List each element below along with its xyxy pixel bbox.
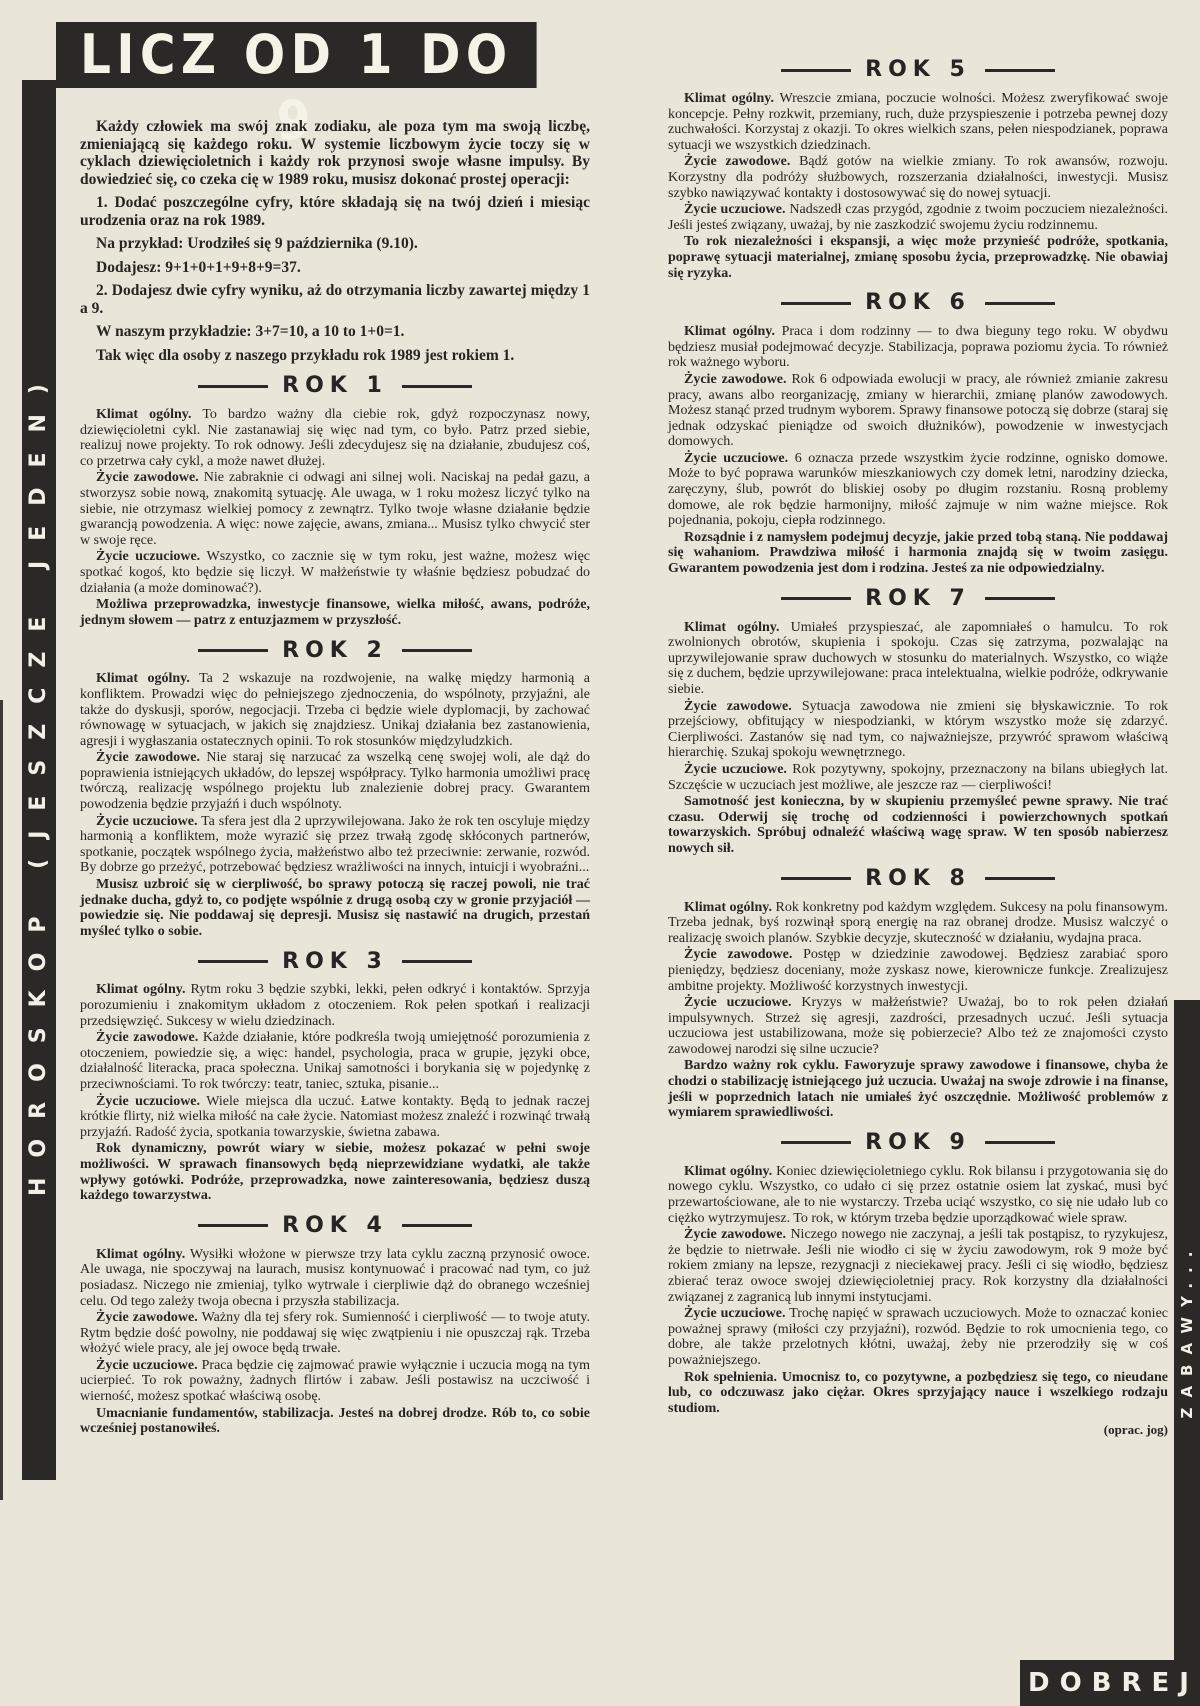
uczuciowe-label: Życie uczuciowe.: [684, 761, 787, 777]
zawodowe-text: Niczego nowego nie zaczynaj, a jeśli tak postąpisz, to ryzykujesz, że będzie to nietrwałe. Jeśli nie wiodło ci się w życiu zawodowym, rok 9 może być rokiem zmiany na lepsze, rezygnacji z nieciekawej pracy. Jeśli ci się wiodło, będziesz zbierać teraz owoce swojej dziewięcioletniej pracy. Rok korzystny dla działalności związanej z zagranicą lub innymi instytucjami.: [668, 1227, 1169, 1305]
year-heading: [668, 290, 1168, 316]
uczuciowe-text: Rok pozytywny, spokojny, przeznaczony na bilans ubiegłych lat. Szczęście w uczuciach jest możliwe, ale jeszcze raz — cierpliwości!: [668, 761, 1168, 793]
year-heading-text: ROK 8: [865, 865, 971, 891]
klimat-paragraph: [668, 1164, 1168, 1226]
klimat-text: Ta 2 wskazuje na rozdwojenie, na walkę między harmonią a konfliktem. Prowadzi więc do pełniejszego zjednoczenia, do wspólnoty, przyjaźni, ale także do dyskusji, sporów, negocjacji. Trzeba ci będzie wiele dyplomacji, by zachować równowagę w sytuacjach, w jakich się znajdziesz. Unikaj działania bez zastanowienia, agresji i wygłaszania ostatecznych opinii. To rok stosunków międzyludzkich.: [80, 671, 591, 749]
heading-rule-right: [985, 69, 1055, 72]
uczuciowe-text: Ta sfera jest dla 2 uprzywilejowana. Jako że rok ten oscyluje między harmonią a konfliktem, może wyrazić się przez trwałą zgodę skłóconych partnerów, spotkanie, początek wspólnego życia, małżeństwo albo też przeciwnie: zerwanie, rozwód. By dobrze go przeżyć, potrzebować będziesz wrażliwości na innych, intuicji i wyobraźni...: [80, 813, 590, 876]
heading-rule-right: [985, 877, 1055, 880]
right-side-banner-text: ZABAWY...: [1178, 1241, 1196, 1419]
zawodowe-paragraph: [80, 470, 590, 548]
year-heading-text: ROK 5: [865, 57, 971, 83]
year-summary: Umacnianie fundamentów, stabilizacja. Jesteś na dobrej drodze. Rób to, co sobie wcześniej postanowiłeś.: [80, 1405, 590, 1437]
uczuciowe-text: Wszystko, co zacznie się w tym roku, jest ważne, możesz więc spotkać kogoś, kto będzie się liczył. W małżeństwie ty właśnie będziesz pobudzać do działania (a może dominować?).: [80, 549, 590, 596]
credit: (oprac. jog): [1103, 1422, 1168, 1438]
intro-example-result: W naszym przykładzie: 3+7=10, a 10 to 1+0=1.: [96, 323, 405, 340]
year-heading: [668, 866, 1168, 892]
zawodowe-paragraph: [668, 947, 1168, 994]
intro-sum: Dodajesz: 9+1+0+1+9+8+9=37.: [96, 258, 301, 276]
year-heading: [80, 1213, 590, 1239]
article-title: LICZ OD 1 DO 9: [56, 22, 537, 88]
klimat-paragraph: [668, 900, 1168, 947]
zawodowe-label: Życie zawodowe.: [684, 1227, 787, 1243]
heading-rule-left: [198, 385, 268, 388]
left-column: [80, 118, 590, 1438]
uczuciowe-paragraph: [668, 995, 1168, 1057]
klimat-label: Klimat ogólny.: [684, 619, 780, 635]
klimat-paragraph: [668, 91, 1168, 153]
uczuciowe-label: Życie uczuciowe.: [684, 1306, 786, 1322]
uczuciowe-text: Nadszedł czas przygód, zgodnie z twoim poczuciem niezależności. Jeśli jesteś związany, uważaj, by nie zaszkodzić swojemu życiu rodzinnemu.: [668, 202, 1168, 233]
uczuciowe-text: Kryzys w małżeństwie? Uważaj, bo to rok pełen działań impulsywnych. Strzeż się agresji, zazdrości, przesadnych uczuć. Jeśli sytuacja uczuciowa jest ustabilizowana, może się pobierzecie? Albo też ze znajomości czysto zawodowej narodzi się silne uczucie?: [668, 995, 1168, 1057]
zawodowe-label: Życie zawodowe.: [684, 371, 787, 387]
klimat-text: Rok konkretny pod każdym względem. Sukcesy na polu finansowym. Trzeba jednak, byś rozwinął sporą energię na raz obranej drodze. Musisz walczyć o realizację swoich planów. Szybkie decyzje, skuteczność w działaniu, wydajna praca.: [668, 899, 1169, 946]
year-summary: Możliwa przeprowadzka, inwestycje finansowe, wielka miłość, awans, podróże, jednym słowem — patrz z entuzjazmem w przyszłość.: [80, 597, 590, 628]
intro-paragraph: Każdy człowiek ma swój znak zodiaku, ale poza tym ma swoją liczbę, zmieniającą się każdego roku. W systemie liczbowym życie toczy się w cyklach dziewięcioletnich i każdy rok przynosi swoje własne impulsy. By dowiedzieć się, co czeka cię w 1989 roku, musisz dokonać prostej operacji:: [80, 118, 590, 188]
right-side-banner: [1174, 1000, 1200, 1660]
klimat-paragraph: [80, 671, 590, 749]
zawodowe-text: Każde działanie, które podkreśla twoją umiejętność porozumienia z otoczeniem, powiedzie się, a więc: handel, psychologia, praca w grupie, języki obce, działalność literacka, praca społeczna. Unikaj samotności i borykania się w pojedynkę z przeciwnościami. To rok twórczy: teatr, taniec, sztuka, pisanie...: [80, 1030, 590, 1092]
intro-step-2: 2. Dodajesz dwie cyfry wyniku, aż do otrzymania liczby zawartej między 1 a 9.: [80, 282, 590, 317]
zawodowe-text: Sytuacja zawodowa nie zmieni się błyskawicznie. To rok przejściowy, obfitujący w niespodzianki, w którym wszystko może się zdarzyć. Cierpliwości. Zastanów się nad tym, co najważniejsze, przywróć sprawom właściwą hierarchię. Szukaj spokoju wewnętrznego.: [668, 698, 1169, 761]
klimat-label: Klimat ogólny.: [684, 324, 775, 340]
zawodowe-label: Życie zawodowe.: [684, 947, 793, 963]
zawodowe-label: Życie zawodowe.: [96, 1310, 198, 1326]
year-section-1: [80, 373, 590, 628]
klimat-text: Praca i dom rodzinny — to dwa bieguny tego roku. W obydwu będziesz musiał podejmować decyzje. Stabilizacja, poprawa poziomu życia. To również rok ważnego wyboru.: [668, 324, 1169, 371]
heading-rule-right: [985, 597, 1055, 600]
zawodowe-paragraph: [80, 1030, 590, 1092]
side-banner: [22, 80, 56, 1480]
year-section-5: [668, 57, 1168, 281]
uczuciowe-paragraph: [80, 814, 590, 876]
zawodowe-paragraph: [668, 699, 1168, 761]
year-heading: [668, 1130, 1168, 1156]
klimat-label: Klimat ogólny.: [96, 1246, 186, 1262]
year-summary: Samotność jest konieczna, by w skupieniu przemyśleć pewne sprawy. Nie trać czasu. Oderwij się trochę od codzienności i powierzchownych spotkań towarzyskich. Spróbuj odnaleźć właściwą wagę spraw. W ten sposób nabierzesz nowych sił.: [668, 794, 1168, 856]
year-heading-text: ROK 2: [282, 637, 388, 663]
klimat-text: Wreszcie zmiana, poczucie wolności. Możesz zweryfikować swoje koncepcje. Pełny rozkwit, przemiany, ruch, duże przyspieszenie i potrzeba pewnej dozy zuchwałości. Korzystaj z okazji. To okres wielkich szans, pełen niespodzianek, poprawa sytuacji we wszystkich dziedzinach.: [668, 91, 1168, 153]
heading-rule-right: [402, 960, 472, 963]
klimat-text: Umiałeś przyspieszać, ale zapomniałeś o hamulcu. To rok zwolnionych obrotów, skupienia i spokoju. Czas się zatrzyma, pozwalając na uprzywilejowanie spraw duchowych w stosunku do materialnych. Wszystko, co wiąże się z duchem, będzie uprzywilejowane: praca intelektualna, wielkie podróże, odkrywanie siebie.: [668, 619, 1169, 697]
heading-rule-right: [402, 649, 472, 652]
klimat-paragraph: [668, 620, 1168, 698]
year-summary: Rok dynamiczny, powrót wiary w siebie, możesz pokazać w pełni swoje możliwości. W sprawach finansowych będą nieprzewidziane wydatki, ale także wpływy gotówki. Podróże, przeprowadzka, nowe zainteresowania, będziesz duszą każdego towarzystwa.: [80, 1141, 590, 1204]
klimat-paragraph: [80, 982, 590, 1029]
year-section-2: [80, 637, 590, 939]
year-heading-text: ROK 4: [282, 1212, 388, 1238]
uczuciowe-label: Życie uczuciowe.: [684, 995, 792, 1011]
heading-rule-right: [985, 302, 1055, 305]
year-section-7: [668, 586, 1168, 857]
side-banner-text: HOROSKOP (JESZCZE JEDEN): [26, 364, 51, 1196]
uczuciowe-paragraph: [668, 202, 1168, 233]
year-section-9: [668, 1130, 1168, 1417]
uczuciowe-label: Życie uczuciowe.: [96, 549, 201, 565]
year-heading: [80, 637, 590, 663]
zawodowe-label: Życie zawodowe.: [684, 154, 791, 170]
uczuciowe-label: Życie uczuciowe.: [96, 1357, 198, 1373]
zawodowe-paragraph: [668, 372, 1168, 450]
heading-rule-left: [781, 69, 851, 72]
zawodowe-label: Życie zawodowe.: [96, 1030, 199, 1046]
klimat-label: Klimat ogólny.: [684, 899, 772, 915]
year-summary: Rozsądnie i z namysłem podejmuj decyzje, jakie przed tobą staną. Nie poddawaj się wahaniom. Prawdziwa miłość i harmonia znajdą się w twoim zasięgu. Gwarantem powodzenia jest dom i rodzina. Jesteś za nie odpowiedzialny.: [668, 529, 1168, 577]
zawodowe-label: Życie zawodowe.: [96, 470, 199, 486]
uczuciowe-text: Praca będzie cię zajmować prawie wyłącznie i uczucia mogą na tym ucierpieć. To rok poważny, żadnych flirtów i zabaw. Jeśli postawisz na uczciwość i wierność, możesz spotkać właściwą osobę.: [80, 1357, 591, 1405]
uczuciowe-paragraph: [668, 451, 1168, 529]
uczuciowe-paragraph: [668, 762, 1168, 793]
year-sections-right: [668, 57, 1168, 1416]
klimat-paragraph: [80, 1247, 590, 1309]
heading-rule-left: [198, 960, 268, 963]
year-section-6: [668, 290, 1168, 577]
year-heading-text: ROK 7: [865, 585, 971, 611]
bottom-banner: DOBREJ: [1020, 1660, 1200, 1706]
klimat-paragraph: [668, 324, 1168, 371]
zawodowe-text: Rok 6 odpowiada ewolucji w pracy, ale również zmianie zakresu pracy, awans albo reorganizację, zmiany w hierarchii, zmianę planów zawodowych. Możesz stanąć przed trudnym wyborem. Sprawy finansowe potoczą się dobrze (staraj się jednak odzyskać pieniądze od swoich dłużników), powodzenie w inwestycjach domowych.: [668, 371, 1169, 450]
year-heading-text: ROK 6: [865, 290, 971, 316]
intro-step-1: 1. Dodać poszczególne cyfry, które składają się na twój dzień i miesiąc urodzenia oraz na rok 1989.: [80, 194, 590, 229]
uczuciowe-label: Życie uczuciowe.: [684, 202, 786, 218]
intro-example: Na przykład: Urodziłeś się 9 października (9.10).: [96, 235, 418, 252]
intro: [80, 118, 590, 364]
klimat-text: Rytm roku 3 będzie szybki, lekki, pełen odkryć i kontaktów. Sprzyja porozumieniu i znakomitym układom z otoczeniem. Rok pełen spotkań i realizacji przedsięwzięć. Sukcesy w wielu dziedzinach.: [80, 982, 590, 1029]
year-heading: [80, 948, 590, 974]
zawodowe-text: Ważny dla tej sfery rok. Sumienność i cierpliwość — to twoje atuty. Rytm będzie dość powolny, nie poddawaj się więc zwątpieniu i nie opuszczaj rąk. Trzeba włożyć wiele pracy, ale jej owoce będą trwałe.: [80, 1310, 590, 1357]
year-heading-text: ROK 1: [282, 373, 388, 399]
klimat-text: Koniec dziewięcioletniego cyklu. Rok bilansu i przygotowania się do nowego cyklu. Wszystko, co udało ci się przez ostatnie osiem lat zyskać, musi być przewartościowane, ale to nie wystarczy. Trzeba uciąć wszystko, co się nie udało lub co ciężko wytrzymujesz. To rok, w którym trzeba będzie uporządkować wiele spraw.: [668, 1163, 1168, 1226]
year-summary: Rok spełnienia. Umocnisz to, co pozytywne, a pozbędziesz się tego, co nieudane lub, co odczuwasz jako ciężar. Okres sprzyjający nauce i wszelkiego rodzaju studiom.: [668, 1369, 1168, 1416]
year-section-4: [80, 1213, 590, 1437]
year-heading-text: ROK 3: [282, 948, 388, 974]
uczuciowe-text: Trochę napięć w sprawach uczuciowych. Może to oznaczać koniec poważnej sprawy (miłości czy przyjaźni), rozwód. Będzie to rok umocnienia tego, co dobre, ale także przelotnych kłótni, uważaj, żeby nie przerodziły się w coś poważniejszego.: [668, 1306, 1169, 1368]
klimat-label: Klimat ogólny.: [684, 1163, 773, 1179]
klimat-paragraph: [80, 407, 590, 469]
zawodowe-text: Bądź gotów na wielkie zmiany. To rok awansów, rozwoju. Korzystny dla podróży służbowych, rozszerzania działalności, inwestycji. Musisz szybko nawiązywać kontakty i dostosowywać się do nowej sytuacji.: [668, 154, 1169, 201]
klimat-text: To bardzo ważny dla ciebie rok, gdyż rozpoczynasz nowy, dziewięcioletni cykl. Nie zastanawiaj się więc nad tym, co było. Patrz przed siebie, realizuj nowe projekty. To rok odnowy. Jeśli zdecydujesz się na działanie, zbudujesz coś, co przetrwa cały cykl, a może nawet dłużej.: [80, 407, 590, 469]
heading-rule-right: [402, 385, 472, 388]
year-summary: To rok niezależności i ekspansji, a więc może przynieść podróże, spotkania, poprawę sytuacji materialnej, zmianę sposobu życia, przeprowadzkę. Nie obawiaj się ryzyka.: [668, 234, 1168, 281]
klimat-label: Klimat ogólny.: [96, 982, 186, 998]
klimat-label: Klimat ogólny.: [96, 671, 190, 687]
uczuciowe-paragraph: [80, 549, 590, 596]
uczuciowe-paragraph: [668, 1306, 1168, 1368]
zawodowe-paragraph: [668, 154, 1168, 201]
heading-rule-left: [198, 649, 268, 652]
year-section-3: [80, 948, 590, 1203]
zawodowe-text: Nie staraj się narzucać za wszelką cenę swojej woli, ale dąż do poprawienia istniejących układów, do lepszej współpracy. Tylko harmonia umożliwi pracę twórczą, realizację wspólnego projektu lub znalezienie dobrej pracy. Gwarantem powodzenia będzie przyjaźń i duch wspólnoty.: [80, 750, 591, 813]
right-column: [668, 48, 1168, 1438]
zawodowe-text: Postęp w dziedzinie zawodowej. Będziesz zarabiać sporo pieniędzy, będziesz doceniany, może zyskasz nowe, kierownicze funkcje. Zrealizujesz ambitne projekty. Możliwość korzystnych inwestycji.: [668, 947, 1168, 994]
year-section-8: [668, 866, 1168, 1121]
year-sections-left: [80, 373, 590, 1437]
zawodowe-label: Życie zawodowe.: [684, 698, 792, 714]
year-summary: Bardzo ważny rok cyklu. Faworyzuje sprawy zawodowe i finansowe, chyba że chodzi o stabilizację istniejącego już uczucia. Uważaj na swoje zdrowie i na finanse, jeśli w poprzednich latach nie umiałeś żyć oszczędnie. Możliwość problemów z wymiarem sprawiedliwości.: [668, 1058, 1168, 1121]
heading-rule-left: [781, 1141, 851, 1144]
klimat-label: Klimat ogólny.: [684, 91, 775, 106]
uczuciowe-label: Życie uczuciowe.: [684, 450, 789, 466]
year-heading: [80, 373, 590, 399]
heading-rule-left: [781, 597, 851, 600]
klimat-text: Wysiłki włożone w pierwsze trzy lata cyklu zaczną przynosić owoce. Ale uwaga, nie spoczywaj na laurach, musisz kontynuować i pracować nad tym, co już posiadasz. Niczego nie zmieniaj, tylko wytrwale i cierpliwie dąż do obranego wcześniej celu. Od tego zależy twoja obecna i przyszła stabilizacja.: [80, 1246, 590, 1309]
zawodowe-label: Życie zawodowe.: [96, 750, 200, 766]
uczuciowe-label: Życie uczuciowe.: [96, 1093, 201, 1109]
klimat-label: Klimat ogólny.: [96, 407, 192, 422]
year-heading: [668, 586, 1168, 612]
intro-conclusion: Tak więc dla osoby z naszego przykładu rok 1989 jest rokiem 1.: [96, 346, 515, 364]
heading-rule-right: [402, 1224, 472, 1227]
heading-rule-left: [198, 1224, 268, 1227]
year-heading-text: ROK 9: [865, 1130, 971, 1156]
heading-rule-right: [985, 1141, 1055, 1144]
year-heading: [668, 57, 1168, 83]
zawodowe-text: Nie zabraknie ci odwagi ani silnej woli. Naciskaj na pedał gazu, a stworzysz sobie nową, znakomitą sytuację. Ale uwaga, w 1 roku możesz liczyć tylko na siebie, nie otrzymasz wielkiej pomocy z zewnątrz. Tylko twoje własne działanie będzie gwarancją powodzenia. A więc: nowe zajęcie, awans, zmiana... Musisz tylko chwycić ster w swoje ręce.: [80, 470, 590, 548]
page-edge-marks: [0, 700, 9, 1500]
uczuciowe-text: 6 oznacza przede wszystkim życie rodzinne, ognisko domowe. Może to być poprawa warunków mieszkaniowych czy domek letni, narodziny dziecka, zaręczyny, ślub, powrót do bliskiej osoby po długim rozstaniu. Rosną problemy domowe, ale rok będzie harmonijny, miłość zajmuje w nim ważne miejsce. Rok pojednania, pokoju, ciepła rodzinnego.: [668, 450, 1169, 529]
zawodowe-paragraph: [80, 1310, 590, 1357]
heading-rule-left: [781, 302, 851, 305]
zawodowe-paragraph: [668, 1227, 1168, 1305]
uczuciowe-paragraph: [80, 1094, 590, 1141]
uczuciowe-paragraph: [80, 1358, 590, 1405]
year-summary: Musisz uzbroić się w cierpliwość, bo sprawy potoczą się raczej powoli, nie trać jednake ducha, gdyż to, co podjęte wspólnie z drugą osobą czy w gronie przyjaciół — powiedzie się. Nie poddawaj się depresji. Musisz się nastawić na drugich, przestań myśleć tylko o sobie.: [80, 877, 590, 939]
zawodowe-paragraph: [80, 750, 590, 812]
uczuciowe-text: Wiele miejsca dla uczuć. Łatwe kontakty. Będą to jednak raczej krótkie flirty, niż wielka miłość na całe życie. Natomiast możesz znaleźć i rozwinąć trwałą przyjaźń. Radość życia, spotkania towarzyskie, świetna zabawa.: [80, 1093, 590, 1140]
uczuciowe-label: Życie uczuciowe.: [96, 813, 198, 829]
heading-rule-left: [781, 877, 851, 880]
